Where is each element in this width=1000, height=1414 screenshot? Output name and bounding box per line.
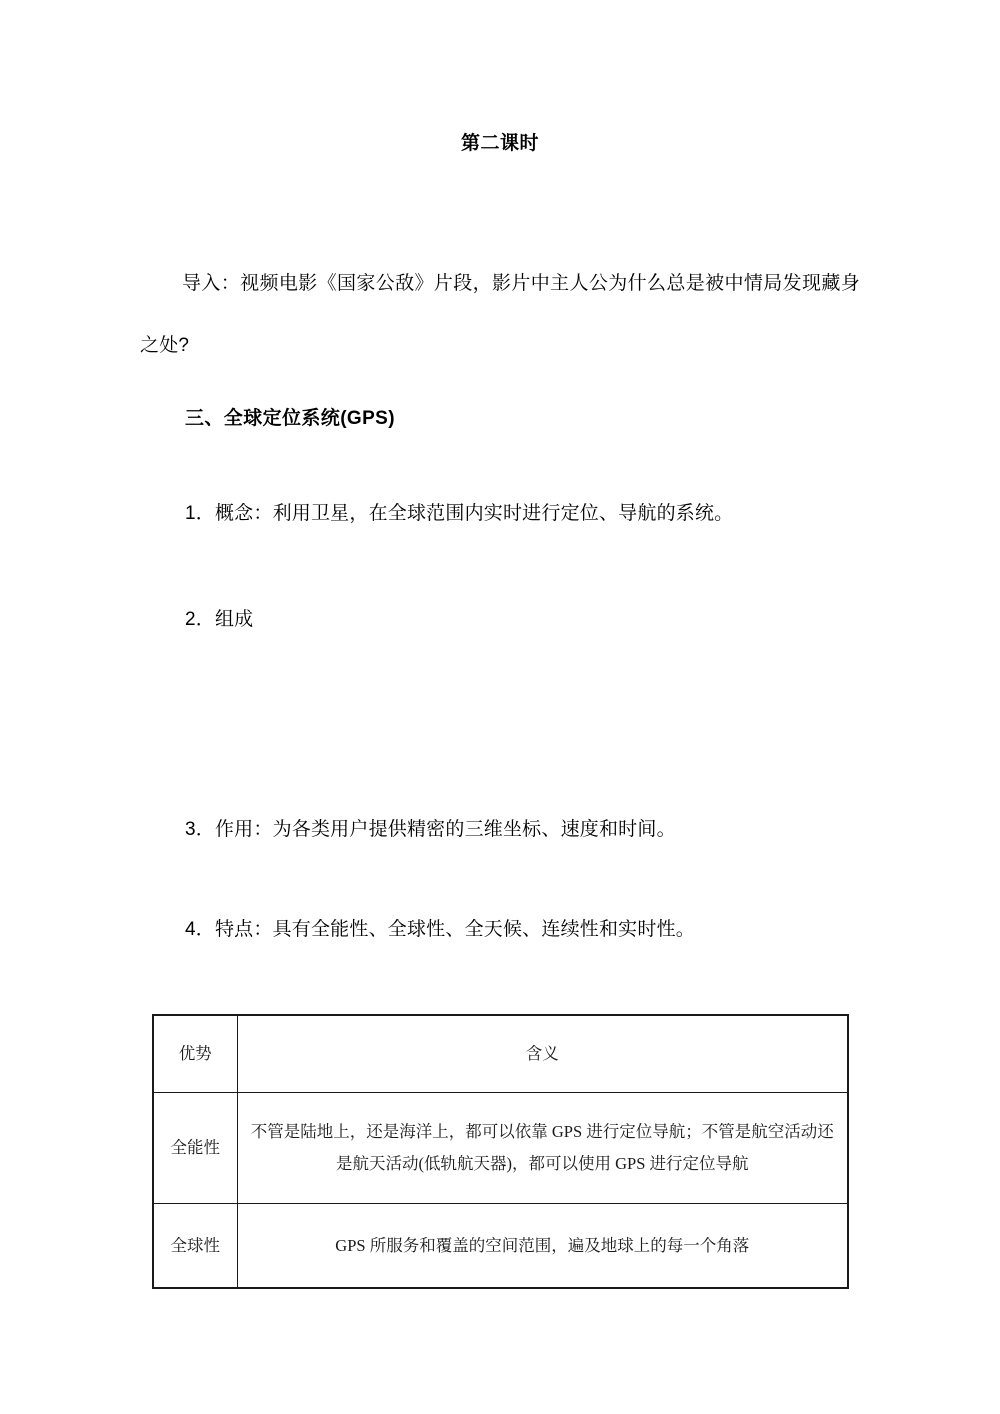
- table-cell-advantage: 全球性: [153, 1204, 237, 1289]
- intro-paragraph: 导入：视频电影《国家公敌》片段，影片中主人公为什么总是被中情局发现藏身之处?: [140, 273, 860, 356]
- table-header-row: [153, 1015, 848, 1093]
- advantages-table: [152, 1014, 849, 1289]
- section-heading-gps: 三、全球定位系统(GPS): [185, 407, 395, 429]
- table-row: [153, 1204, 848, 1289]
- table-header-meaning: 含义: [237, 1015, 848, 1093]
- page-title: 第二课时: [460, 133, 539, 154]
- body-item-features: 4．特点：具有全能性、全球性、全天候、连续性和实时性。: [185, 919, 695, 940]
- table-cell-advantage: 全能性: [153, 1093, 237, 1204]
- table-cell-meaning: GPS 所服务和覆盖的空间范围，遍及地球上的每一个角落: [237, 1204, 848, 1289]
- table-cell-meaning: 不管是陆地上，还是海洋上，都可以依靠 GPS 进行定位导航；不管是航空活动还是航天活动(低轨航天器)，都可以使用 GPS 进行定位导航: [237, 1093, 848, 1204]
- table-header-advantage: 优势: [153, 1015, 237, 1093]
- body-item-function: 3．作用：为各类用户提供精密的三维坐标、速度和时间。: [185, 819, 676, 840]
- body-item-composition: 2．组成: [185, 609, 254, 630]
- body-item-concept: 1．概念：利用卫星，在全球范围内实时进行定位、导航的系统。: [185, 503, 734, 524]
- table-row: [153, 1093, 848, 1204]
